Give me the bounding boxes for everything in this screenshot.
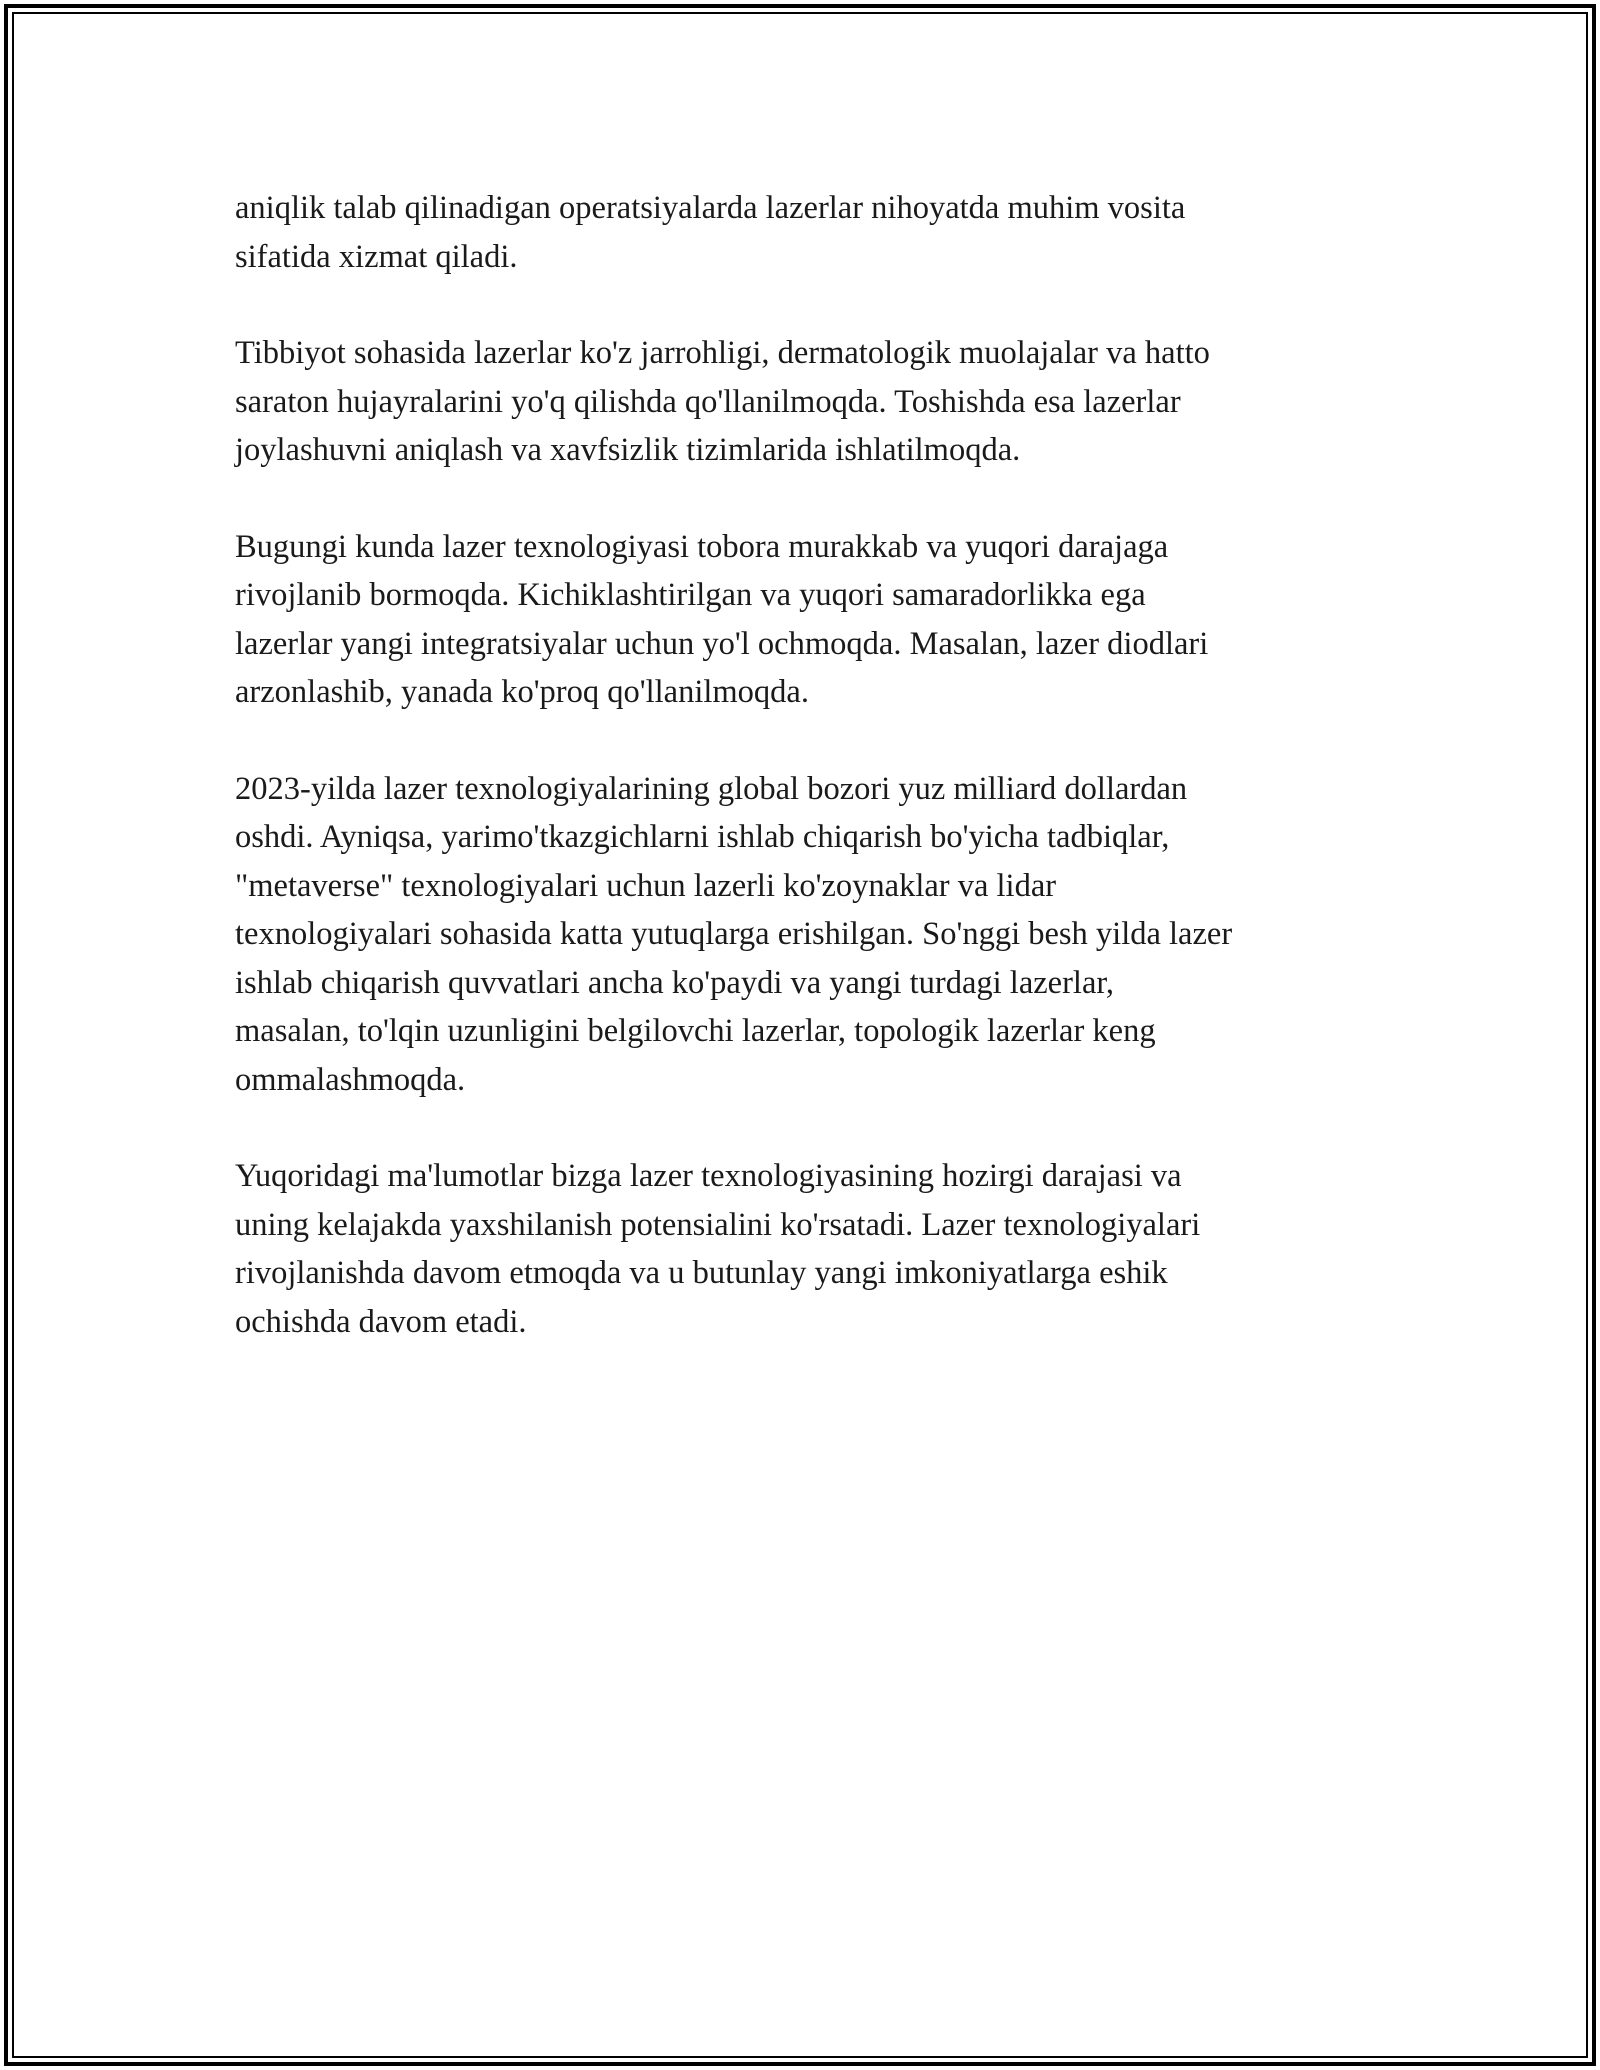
paragraph-medical-applications-intro: aniqlik talab qilinadigan operatsiyalarda lazerlar nihoyatda muhim vosita sifatida xizmat qiladi. bbox=[235, 190, 1186, 275]
document-body bbox=[235, 184, 1395, 1394]
paragraph-conclusion: Yuqoridagi ma'lumotlar bizga lazer texnologiyasining hozirgi darajasi va uning kelajakda yaxshilanish potensialini ko'rsatadi. Lazer texnologiyalari rivojlanishda davom etmoqda va u butunlay yangi imkoniyatlarga eshik ochishda davom etadi. bbox=[235, 1158, 1201, 1340]
paragraph-medicine-and-safety: Tibbiyot sohasida lazerlar ko'z jarrohligi, dermatologik muolajalar va hatto saraton hujayralarini yo'q qilishda qo'llanilmoqda. Toshishda esa lazerlar joylashuvni aniqlash va xavfsizlik tizimlarida ishlatilmoqda. bbox=[235, 335, 1210, 468]
paragraph-modern-development: Bugungi kunda lazer texnologiyasi tobora murakkab va yuqori darajaga rivojlanib bormoqda. Kichiklashtirilgan va yuqori samaradorlikka ega lazerlar yangi integratsiyalar uchun yo'l ochmoqda. Masalan, lazer diodlari arzonlashib, yanada ko'proq qo'llanilmoqda. bbox=[235, 528, 1209, 710]
paragraph-market-2023: 2023-yilda lazer texnologiyalarining global bozori yuz milliard dollardan oshdi. Ayniqsa, yarimo'tkazgichlarni ishlab chiqarish bo'yicha tadbiqlar, "metaverse" texnologiyalari uchun lazerli ko'zoynaklar va lidar texnologiyalari sohasida katta yutuqlarga erishilgan. So'nggi besh yilda lazer ishlab chiqarish quvvatlari ancha ko'paydi va yangi turdagi lazerlar, masalan, to'lqin uzunligini belgilovchi lazerlar, topologik lazerlar keng ommalashmoqda. bbox=[235, 770, 1233, 1098]
